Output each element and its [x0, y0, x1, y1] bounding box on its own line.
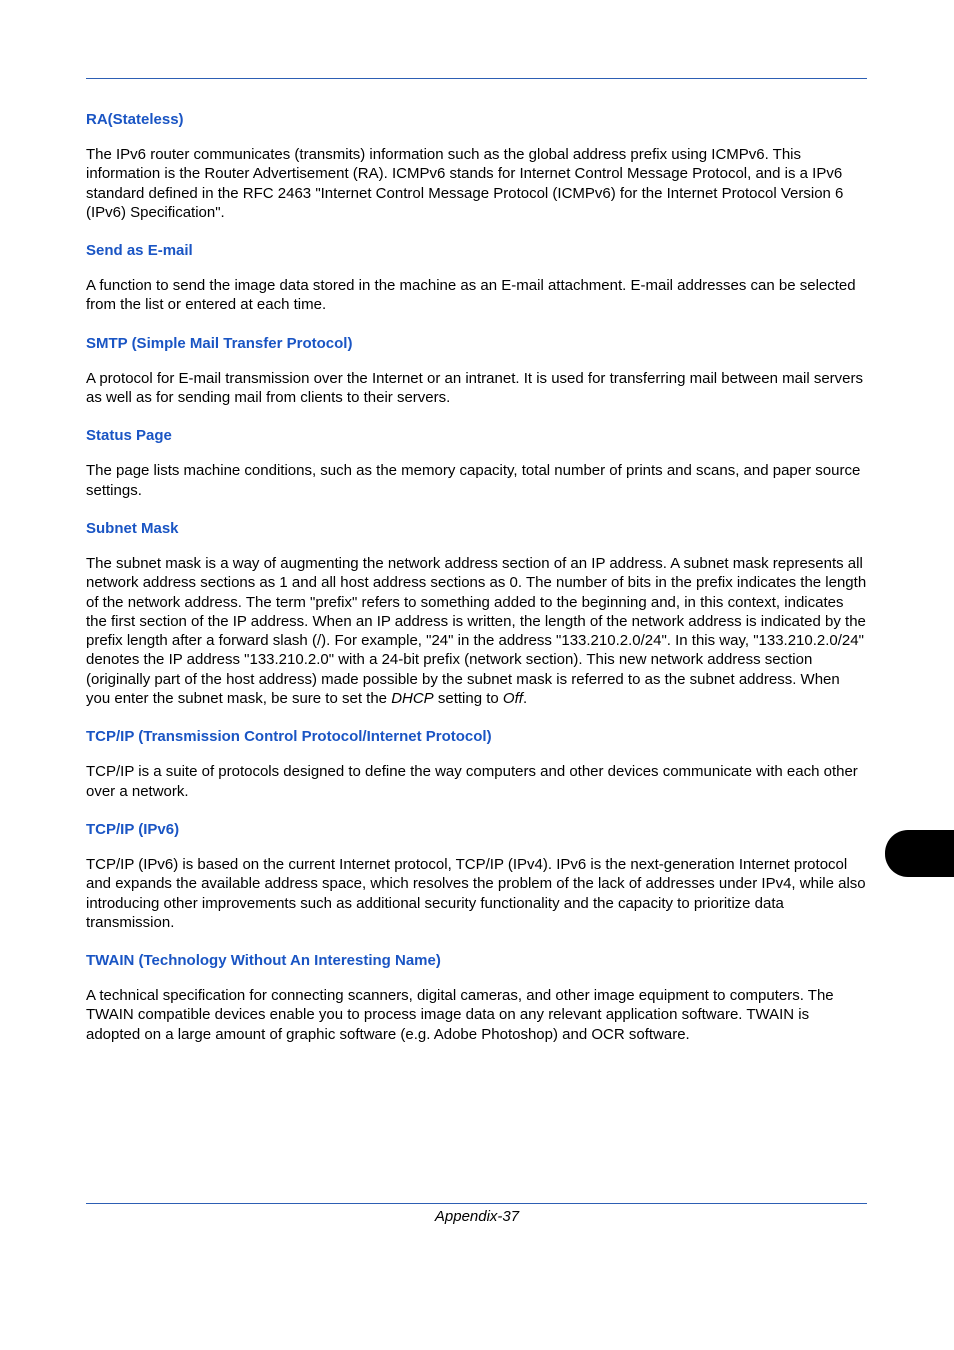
- term-definition: TCP/IP is a suite of protocols designed to define the way computers and other devices communicate with each other over a network.: [86, 763, 858, 800]
- term-heading: TCP/IP (Transmission Control Protocol/Internet Protocol): [86, 728, 492, 746]
- entry-ra-stateless: [86, 110, 867, 222]
- entry-twain: [86, 951, 867, 1044]
- entry-subnet-mask: [86, 519, 867, 708]
- term-definition: TCP/IP (IPv6) is based on the current Internet protocol, TCP/IP (IPv4). IPv6 is the next-generation Internet protocol and expands the available address space, which resolves the problem of the lack of addresses under IPv4, while also introducing other improvements such as additional security functionality and the capacity to prioritize data transmission.: [86, 855, 866, 931]
- entry-tcp-ip-ipv6: [86, 820, 867, 932]
- setting-value-off: Off: [502, 690, 523, 708]
- entry-tcp-ip: [86, 727, 867, 801]
- term-heading: Subnet Mask: [86, 519, 179, 537]
- term-heading: TCP/IP (IPv6): [86, 820, 180, 838]
- definition-text: The subnet mask is a way of augmenting the network address section of an IP address. A subnet mask represents all network address sections as 1 and all host address sections as 0. The number of bits in the prefix indicates the length of the network address. The term "prefix" refers to something added to the beginning and, in this context, indicates the first section of the IP address. When an IP address is written, the length of the network address is indicated by the prefix length after a forward slash (/). For example, "24" in the address "133.210.2.0/24". In this way, "133.210.2.0/24" denotes the IP address "133.210.2.0" with a 24-bit prefix (network section). This new network address section (originally part of the host address) made possible by the subnet mask is referred to as the subnet address. When you enter the subnet mask, be sure to set the: [86, 554, 867, 708]
- definition-text: setting to: [433, 690, 503, 708]
- page-number: Appendix-37: [434, 1208, 520, 1225]
- term-heading: SMTP (Simple Mail Transfer Protocol): [86, 334, 353, 352]
- term-definition: The page lists machine conditions, such as the memory capacity, total number of prints and scans, and paper source settings.: [86, 462, 861, 499]
- term-definition: A protocol for E-mail transmission over the Internet or an intranet. It is used for transferring mail between mail servers as well as for sending mail from clients to their servers.: [86, 369, 863, 407]
- entry-smtp: [86, 334, 867, 408]
- term-heading: Send as E-mail: [86, 242, 193, 260]
- footer-rule: [86, 1203, 867, 1204]
- glossary-content: [86, 110, 867, 1063]
- term-heading: Status Page: [86, 427, 172, 445]
- term-heading: RA(Stateless): [86, 111, 184, 128]
- entry-status-page: [86, 426, 867, 500]
- term-definition: A function to send the image data stored in the machine as an E-mail attachment. E-mail addresses can be selected from the list or entered at each time.: [86, 277, 856, 314]
- term-definition: A technical specification for connecting scanners, digital cameras, and other image equipment to computers. The TWAIN compatible devices enable you to process image data on any relevant application software. TWAIN is adopted on a large amount of graphic software (e.g. Adobe Photoshop) and OCR software.: [86, 987, 834, 1043]
- term-definition: The IPv6 router communicates (transmits) information such as the global address prefix using ICMPv6. This information is the Router Advertisement (RA). ICMPv6 stands for Internet Control Message Protocol, and is a IPv6 standard defined in the RFC 2463 "Internet Control Message Protocol (ICMPv6) for the Internet Protocol Version 6 (IPv6) Specification".: [86, 146, 844, 221]
- setting-name-dhcp: DHCP: [391, 690, 434, 708]
- term-definition: [86, 554, 867, 708]
- header-rule: [86, 78, 867, 79]
- term-heading: TWAIN (Technology Without An Interesting Name): [86, 952, 441, 970]
- definition-text: .: [522, 690, 528, 708]
- entry-send-as-email: [86, 241, 867, 315]
- chapter-tab: [885, 830, 954, 877]
